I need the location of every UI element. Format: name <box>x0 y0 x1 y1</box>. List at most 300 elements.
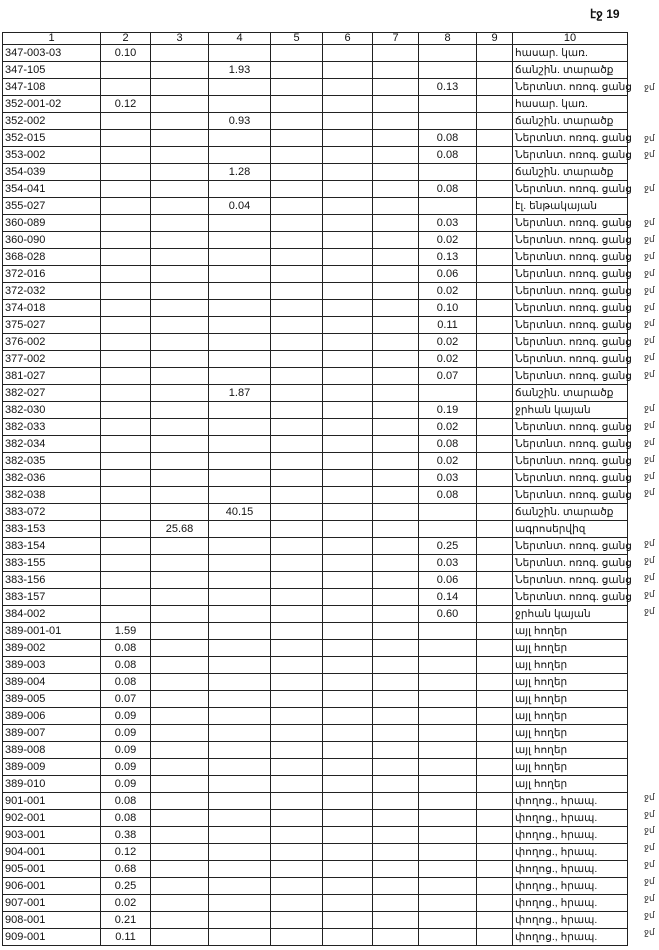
area-cell-col5 <box>271 402 323 419</box>
area-cell-col8 <box>419 827 477 844</box>
area-cell-col5 <box>271 62 323 79</box>
table-row <box>3 147 628 164</box>
area-cell-col8 <box>419 45 477 62</box>
area-cell-col4 <box>209 572 271 589</box>
area-cell-col9 <box>477 674 513 691</box>
area-cell-col8 <box>419 708 477 725</box>
area-cell-col7 <box>373 589 419 606</box>
margin-note: ջմ <box>644 555 655 565</box>
area-cell-col9 <box>477 776 513 793</box>
area-cell-col7 <box>373 640 419 657</box>
area-cell-col3 <box>151 96 209 113</box>
area-cell-col5 <box>271 827 323 844</box>
area-cell-col5 <box>271 878 323 895</box>
area-cell-col2 <box>101 300 151 317</box>
margin-note: ջմ <box>644 470 655 481</box>
area-cell-col4 <box>209 623 271 640</box>
area-cell-col2 <box>101 198 151 215</box>
area-cell-col7 <box>373 232 419 249</box>
area-cell-col8: 0.02 <box>419 453 477 470</box>
area-cell-col3 <box>151 147 209 164</box>
area-cell-col4 <box>209 606 271 623</box>
area-cell-col5 <box>271 521 323 538</box>
area-cell-col4 <box>209 674 271 691</box>
area-cell-col6 <box>323 657 373 674</box>
area-cell-col7 <box>373 504 419 521</box>
area-cell-col6 <box>323 215 373 232</box>
area-cell-col9 <box>477 589 513 606</box>
area-cell-col9 <box>477 215 513 232</box>
land-use-cell: Ներտնտ. ոռոգ. ցանց <box>513 266 628 283</box>
area-cell-col6 <box>323 538 373 555</box>
area-cell-col5 <box>271 198 323 215</box>
table-row <box>3 164 628 181</box>
area-cell-col9 <box>477 453 513 470</box>
area-cell-col8: 0.10 <box>419 300 477 317</box>
table-row <box>3 878 628 895</box>
area-cell-col8 <box>419 776 477 793</box>
area-cell-col6 <box>323 555 373 572</box>
area-cell-col8 <box>419 878 477 895</box>
area-cell-col8 <box>419 810 477 827</box>
area-cell-col6 <box>323 929 373 946</box>
area-cell-col5 <box>271 96 323 113</box>
area-cell-col9 <box>477 283 513 300</box>
margin-note: ջմ <box>644 81 655 92</box>
area-cell-col4 <box>209 912 271 929</box>
table-row <box>3 402 628 419</box>
area-cell-col9 <box>477 538 513 555</box>
table-row <box>3 487 628 504</box>
table-row <box>3 368 628 385</box>
area-cell-col4 <box>209 487 271 504</box>
area-cell-col5 <box>271 45 323 62</box>
area-cell-col5 <box>271 487 323 504</box>
header-row <box>3 33 628 45</box>
area-cell-col5 <box>271 130 323 147</box>
parcel-code-cell: 382-030 <box>3 402 101 419</box>
area-cell-col6 <box>323 385 373 402</box>
table-row <box>3 453 628 470</box>
parcel-code-cell: 355-027 <box>3 198 101 215</box>
table-row <box>3 640 628 657</box>
area-cell-col7 <box>373 776 419 793</box>
margin-note: ջմ <box>644 926 655 937</box>
area-cell-col4 <box>209 878 271 895</box>
parcel-code-cell: 906-001 <box>3 878 101 895</box>
area-cell-col6 <box>323 844 373 861</box>
area-cell-col8 <box>419 96 477 113</box>
area-cell-col2 <box>101 419 151 436</box>
area-cell-col8: 0.08 <box>419 436 477 453</box>
area-cell-col7 <box>373 572 419 589</box>
area-cell-col3 <box>151 470 209 487</box>
area-cell-col7 <box>373 79 419 96</box>
area-cell-col8: 0.25 <box>419 538 477 555</box>
area-cell-col4 <box>209 419 271 436</box>
area-cell-col9 <box>477 300 513 317</box>
area-cell-col3 <box>151 572 209 589</box>
area-cell-col5 <box>271 810 323 827</box>
area-cell-col9 <box>477 232 513 249</box>
parcel-code-cell: 347-105 <box>3 62 101 79</box>
area-cell-col3 <box>151 215 209 232</box>
area-cell-col9 <box>477 861 513 878</box>
area-cell-col5 <box>271 640 323 657</box>
area-cell-col5 <box>271 725 323 742</box>
area-cell-col7 <box>373 436 419 453</box>
area-cell-col9 <box>477 708 513 725</box>
parcel-code-cell: 389-005 <box>3 691 101 708</box>
area-cell-col6 <box>323 895 373 912</box>
table-row <box>3 266 628 283</box>
area-cell-col5 <box>271 538 323 555</box>
area-cell-col2: 0.25 <box>101 878 151 895</box>
column-header-4: 4 <box>209 33 271 45</box>
column-header-7: 7 <box>373 33 419 45</box>
parcel-code-cell: 352-015 <box>3 130 101 147</box>
area-cell-col6 <box>323 827 373 844</box>
area-cell-col9 <box>477 385 513 402</box>
area-cell-col4 <box>209 130 271 147</box>
land-use-cell: ճանշին. տարածք <box>513 504 628 521</box>
area-cell-col8 <box>419 640 477 657</box>
area-cell-col2: 0.68 <box>101 861 151 878</box>
area-cell-col9 <box>477 147 513 164</box>
column-header-9: 9 <box>477 33 513 45</box>
table-row <box>3 79 628 96</box>
area-cell-col9 <box>477 62 513 79</box>
area-cell-col8: 0.02 <box>419 283 477 300</box>
parcel-code-cell: 389-002 <box>3 640 101 657</box>
area-cell-col3 <box>151 385 209 402</box>
table-row <box>3 844 628 861</box>
area-cell-col7 <box>373 164 419 181</box>
land-use-cell: Ներտնտ. ոռոգ. ցանց <box>513 555 628 572</box>
area-cell-col7 <box>373 538 419 555</box>
area-cell-col2: 0.10 <box>101 45 151 62</box>
area-cell-col4: 1.93 <box>209 62 271 79</box>
area-cell-col7 <box>373 521 419 538</box>
area-cell-col5 <box>271 674 323 691</box>
area-cell-col5 <box>271 164 323 181</box>
area-cell-col8: 0.03 <box>419 215 477 232</box>
area-cell-col6 <box>323 402 373 419</box>
area-cell-col7 <box>373 810 419 827</box>
area-cell-col3 <box>151 317 209 334</box>
area-cell-col6 <box>323 708 373 725</box>
area-cell-col6 <box>323 878 373 895</box>
land-use-cell: Ներտնտ. ոռոգ. ցանց <box>513 283 628 300</box>
area-cell-col2: 0.09 <box>101 725 151 742</box>
area-cell-col8 <box>419 504 477 521</box>
table-row <box>3 776 628 793</box>
land-use-cell: Ներտնտ. ոռոգ. ցանց <box>513 181 628 198</box>
table-row <box>3 708 628 725</box>
area-cell-col2: 0.12 <box>101 96 151 113</box>
table-row <box>3 538 628 555</box>
area-cell-col7 <box>373 691 419 708</box>
area-cell-col2 <box>101 232 151 249</box>
parcel-code-cell: 372-032 <box>3 283 101 300</box>
area-cell-col3 <box>151 538 209 555</box>
area-cell-col3 <box>151 45 209 62</box>
area-cell-col8 <box>419 691 477 708</box>
area-cell-col6 <box>323 249 373 266</box>
table-row <box>3 521 628 538</box>
area-cell-col4 <box>209 453 271 470</box>
area-cell-col5 <box>271 623 323 640</box>
area-cell-col9 <box>477 725 513 742</box>
area-cell-col4 <box>209 147 271 164</box>
area-cell-col6 <box>323 130 373 147</box>
area-cell-col5 <box>271 266 323 283</box>
land-use-cell: այլ հողեր <box>513 691 628 708</box>
area-cell-col3 <box>151 181 209 198</box>
area-cell-col7 <box>373 861 419 878</box>
area-cell-col4 <box>209 521 271 538</box>
area-cell-col7 <box>373 623 419 640</box>
area-cell-col8 <box>419 657 477 674</box>
area-cell-col2: 0.08 <box>101 793 151 810</box>
table-row <box>3 793 628 810</box>
margin-note: ջմ <box>644 791 655 802</box>
area-cell-col2: 0.38 <box>101 827 151 844</box>
margin-note: ջմ <box>644 893 655 903</box>
area-cell-col5 <box>271 283 323 300</box>
area-cell-col4 <box>209 742 271 759</box>
area-cell-col8 <box>419 385 477 402</box>
area-cell-col2 <box>101 334 151 351</box>
area-cell-col8 <box>419 861 477 878</box>
area-cell-col2 <box>101 317 151 334</box>
area-cell-col6 <box>323 912 373 929</box>
land-use-cell: Ներտնտ. ոռոգ. ցանց <box>513 147 628 164</box>
area-cell-col3 <box>151 810 209 827</box>
area-cell-col4 <box>209 215 271 232</box>
area-cell-col8 <box>419 793 477 810</box>
land-use-cell: Ներտնտ. ոռոգ. ցանց <box>513 572 628 589</box>
area-cell-col8 <box>419 198 477 215</box>
area-cell-col6 <box>323 334 373 351</box>
parcel-code-cell: 384-002 <box>3 606 101 623</box>
parcel-code-cell: 382-035 <box>3 453 101 470</box>
area-cell-col5 <box>271 759 323 776</box>
margin-note: ջմ <box>644 149 655 160</box>
parcel-code-cell: 383-157 <box>3 589 101 606</box>
page-number: էջ 19 <box>590 7 620 21</box>
area-cell-col7 <box>373 929 419 946</box>
area-cell-col3 <box>151 419 209 436</box>
area-cell-col3 <box>151 334 209 351</box>
table-row <box>3 555 628 572</box>
area-cell-col8 <box>419 912 477 929</box>
area-cell-col6 <box>323 470 373 487</box>
area-cell-col5 <box>271 555 323 572</box>
area-cell-col8: 0.03 <box>419 470 477 487</box>
table-row <box>3 249 628 266</box>
area-cell-col2: 0.09 <box>101 742 151 759</box>
margin-note: ջմ <box>644 318 655 329</box>
parcel-code-cell: 382-027 <box>3 385 101 402</box>
area-cell-col9 <box>477 317 513 334</box>
margin-note: ջմ <box>644 436 655 447</box>
table-row <box>3 283 628 300</box>
area-cell-col9 <box>477 368 513 385</box>
area-cell-col4 <box>209 45 271 62</box>
area-cell-col4 <box>209 470 271 487</box>
parcel-code-cell: 382-034 <box>3 436 101 453</box>
table-row <box>3 470 628 487</box>
margin-note: ջմ <box>644 605 655 616</box>
area-cell-col6 <box>323 419 373 436</box>
table-row <box>3 130 628 147</box>
land-use-cell: Ներտնտ. ոռոգ. ցանց <box>513 232 628 249</box>
land-use-cell: ջրհան կայան <box>513 606 628 623</box>
area-cell-col9 <box>477 436 513 453</box>
area-cell-col3 <box>151 249 209 266</box>
land-use-cell: փողոց., հրապ. <box>513 878 628 895</box>
margin-note: ջմ <box>644 352 655 363</box>
table-row <box>3 657 628 674</box>
parcel-code-cell: 908-001 <box>3 912 101 929</box>
area-cell-col7 <box>373 759 419 776</box>
area-cell-col5 <box>271 708 323 725</box>
area-cell-col9 <box>477 249 513 266</box>
parcel-code-cell: 389-001-01 <box>3 623 101 640</box>
land-use-cell: Ներտնտ. ոռոգ. ցանց <box>513 589 628 606</box>
area-cell-col4 <box>209 844 271 861</box>
area-cell-col3 <box>151 844 209 861</box>
margin-note: ջմ <box>644 217 655 227</box>
parcel-code-cell: 360-089 <box>3 215 101 232</box>
margin-note: ջմ <box>644 571 655 582</box>
column-header-3: 3 <box>151 33 209 45</box>
parcel-code-cell: 383-072 <box>3 504 101 521</box>
area-cell-col3 <box>151 895 209 912</box>
area-cell-col4 <box>209 708 271 725</box>
column-header-5: 5 <box>271 33 323 45</box>
land-use-cell: Ներտնտ. ոռոգ. ցանց <box>513 79 628 96</box>
area-cell-col7 <box>373 878 419 895</box>
area-cell-col8: 0.11 <box>419 317 477 334</box>
area-cell-col2: 0.09 <box>101 708 151 725</box>
table-row <box>3 742 628 759</box>
area-cell-col2 <box>101 283 151 300</box>
area-cell-col4: 0.93 <box>209 113 271 130</box>
table-row <box>3 62 628 79</box>
area-cell-col4 <box>209 334 271 351</box>
area-cell-col6 <box>323 776 373 793</box>
area-cell-col3 <box>151 827 209 844</box>
area-cell-col6 <box>323 521 373 538</box>
area-cell-col3 <box>151 912 209 929</box>
area-cell-col8 <box>419 674 477 691</box>
area-cell-col6 <box>323 691 373 708</box>
parcel-code-cell: 905-001 <box>3 861 101 878</box>
table-row <box>3 215 628 232</box>
table-row <box>3 827 628 844</box>
land-use-cell: այլ հողեր <box>513 623 628 640</box>
table-row <box>3 351 628 368</box>
parcel-code-cell: 909-001 <box>3 929 101 946</box>
area-cell-col6 <box>323 283 373 300</box>
area-cell-col7 <box>373 402 419 419</box>
area-cell-col4 <box>209 861 271 878</box>
area-cell-col3 <box>151 130 209 147</box>
area-cell-col3 <box>151 232 209 249</box>
margin-note: ջմ <box>644 267 655 278</box>
area-cell-col8: 0.02 <box>419 351 477 368</box>
land-use-cell: Ներտնտ. ոռոգ. ցանց <box>513 334 628 351</box>
land-use-cell: փողոց., հրապ. <box>513 895 628 912</box>
area-cell-col2 <box>101 266 151 283</box>
margin-note: ջմ <box>644 369 655 380</box>
area-cell-col3 <box>151 640 209 657</box>
area-cell-col3 <box>151 776 209 793</box>
parcel-code-cell: 382-036 <box>3 470 101 487</box>
area-cell-col2 <box>101 164 151 181</box>
area-cell-col7 <box>373 385 419 402</box>
column-header-2: 2 <box>101 33 151 45</box>
parcel-code-cell: 902-001 <box>3 810 101 827</box>
land-use-cell: այլ հողեր <box>513 674 628 691</box>
area-cell-col3 <box>151 725 209 742</box>
area-cell-col2 <box>101 589 151 606</box>
area-cell-col4 <box>209 793 271 810</box>
land-use-cell: Ներտնտ. ոռոգ. ցանց <box>513 215 628 232</box>
area-cell-col3 <box>151 929 209 946</box>
area-cell-col2 <box>101 351 151 368</box>
area-cell-col5 <box>271 79 323 96</box>
area-cell-col5 <box>271 317 323 334</box>
area-cell-col6 <box>323 606 373 623</box>
margin-note: ջմ <box>644 301 655 312</box>
area-cell-col8: 0.08 <box>419 147 477 164</box>
column-header-8: 8 <box>419 33 477 45</box>
area-cell-col7 <box>373 827 419 844</box>
area-cell-col4 <box>209 555 271 572</box>
area-cell-col5 <box>271 453 323 470</box>
area-cell-col4 <box>209 79 271 96</box>
area-cell-col5 <box>271 929 323 946</box>
area-cell-col6 <box>323 487 373 504</box>
area-cell-col9 <box>477 895 513 912</box>
margin-note: ջմ <box>644 876 655 887</box>
table-row <box>3 419 628 436</box>
area-cell-col8 <box>419 62 477 79</box>
area-cell-col8 <box>419 164 477 181</box>
area-cell-col7 <box>373 708 419 725</box>
area-cell-col6 <box>323 810 373 827</box>
table-row <box>3 385 628 402</box>
area-cell-col7 <box>373 45 419 62</box>
area-cell-col2 <box>101 79 151 96</box>
area-cell-col5 <box>271 334 323 351</box>
area-cell-col8 <box>419 623 477 640</box>
area-cell-col6 <box>323 725 373 742</box>
area-cell-col9 <box>477 45 513 62</box>
land-use-cell: այլ հողեր <box>513 708 628 725</box>
area-cell-col3 <box>151 368 209 385</box>
area-cell-col6 <box>323 45 373 62</box>
area-cell-col5 <box>271 181 323 198</box>
area-cell-col7 <box>373 62 419 79</box>
area-cell-col4 <box>209 810 271 827</box>
area-cell-col7 <box>373 606 419 623</box>
land-use-cell: փողոց., հրապ. <box>513 929 628 946</box>
margin-note: ջմ <box>644 842 655 853</box>
